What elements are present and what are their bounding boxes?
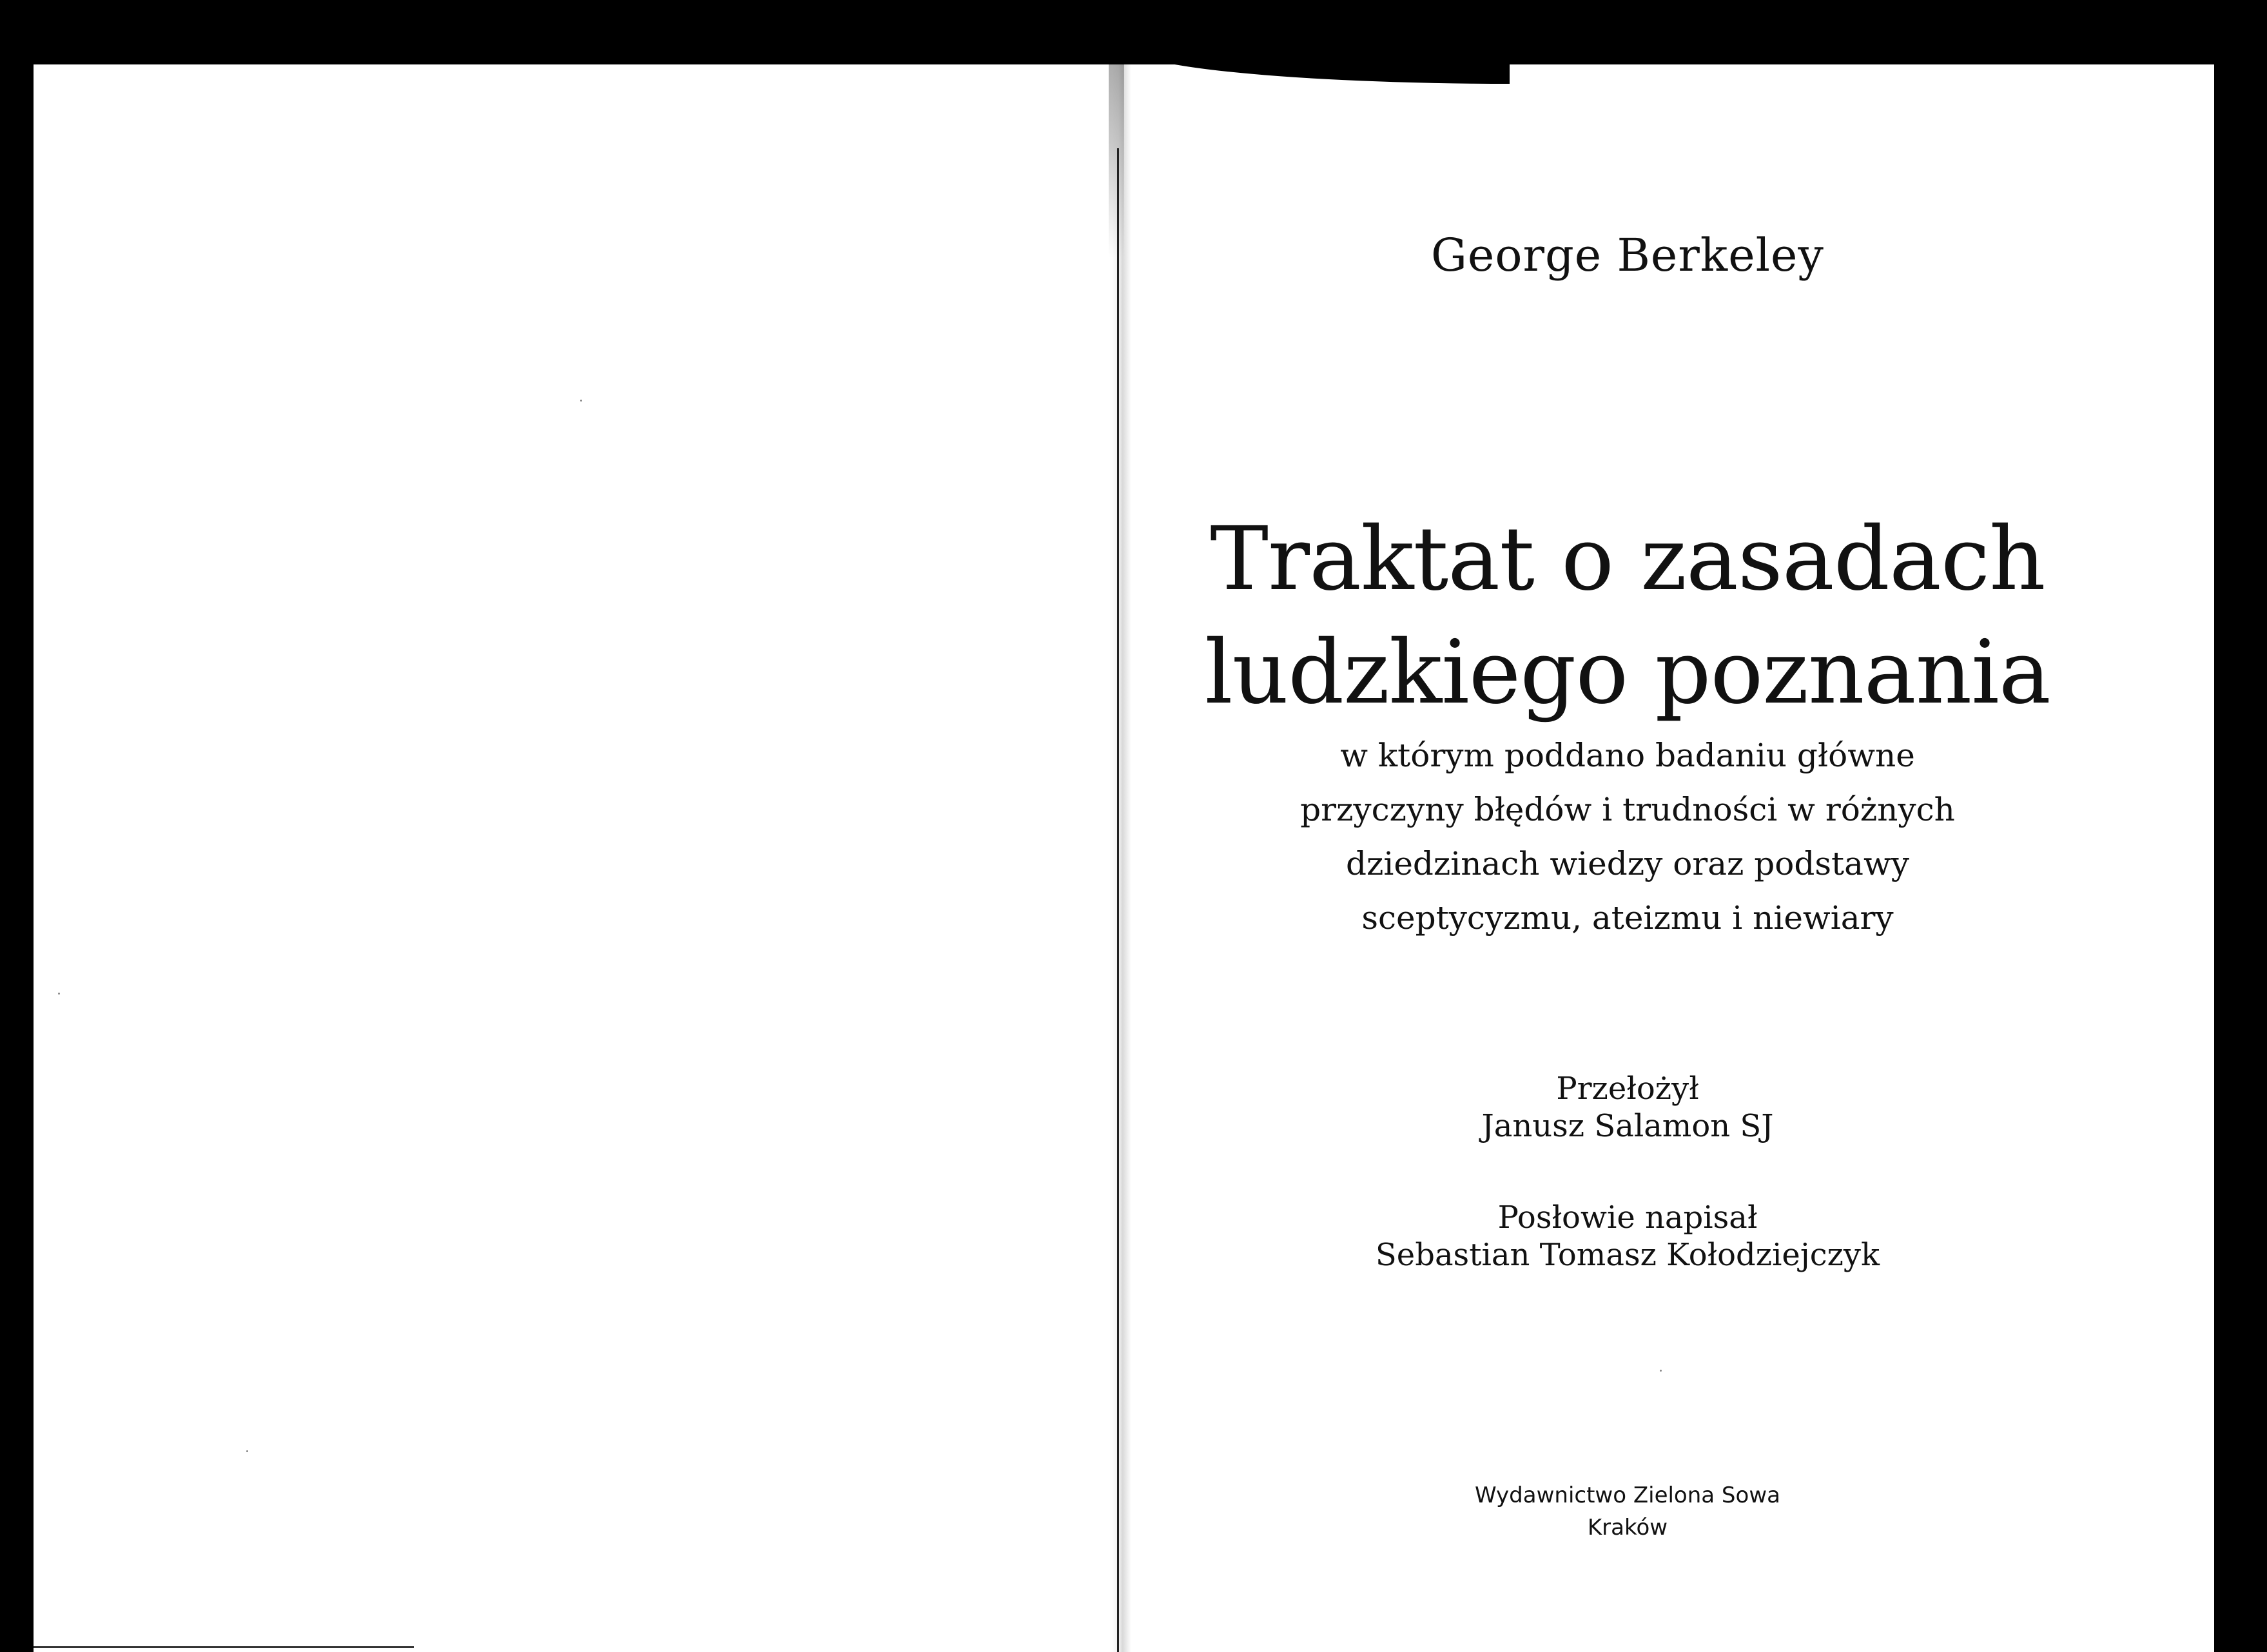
dust-speck [58, 993, 60, 995]
publisher-name: Wydawnictwo Zielona Sowa [1475, 1482, 1780, 1508]
author-name: George Berkeley [1431, 229, 1824, 282]
book-title [1131, 503, 2124, 730]
bottom-edge-rule [34, 1646, 414, 1648]
gutter-shadow [1109, 64, 1124, 258]
title-line-1: Traktat o zasadach [1210, 509, 2045, 610]
publisher-imprint [1131, 1479, 2124, 1544]
subtitle-line-2: przyczyny błędów i trudności w różnych [1300, 791, 1955, 828]
spine-fold-line [1117, 148, 1119, 1652]
subtitle-line-3: dziedzinach wiedzy oraz podstawy [1345, 845, 1910, 882]
translator-label: Przełożył [1556, 1071, 1699, 1107]
afterword-credit [1131, 1199, 2124, 1274]
translator-name: Janusz Salamon SJ [1481, 1108, 1774, 1144]
afterword-author: Sebastian Tomasz Kołodziejczyk [1375, 1237, 1880, 1273]
afterword-label: Posłowie napisał [1497, 1200, 1758, 1236]
book-spread [34, 64, 2214, 1652]
left-blank-page [34, 64, 1112, 1652]
dust-speck [1660, 1370, 1662, 1372]
book-subtitle [1131, 728, 2124, 945]
dust-speck [580, 400, 582, 402]
dust-speck [246, 1450, 248, 1452]
title-page [1131, 64, 2214, 1652]
title-line-2: ludzkiego poznania [1205, 622, 2050, 724]
subtitle-line-1: w którym poddano badaniu główne [1340, 737, 1915, 774]
book-gutter [1112, 64, 1131, 1652]
translator-credit [1131, 1070, 2124, 1145]
subtitle-line-4: sceptycyzmu, ateizmu i niewiary [1361, 899, 1894, 937]
publisher-city: Kraków [1587, 1515, 1668, 1540]
